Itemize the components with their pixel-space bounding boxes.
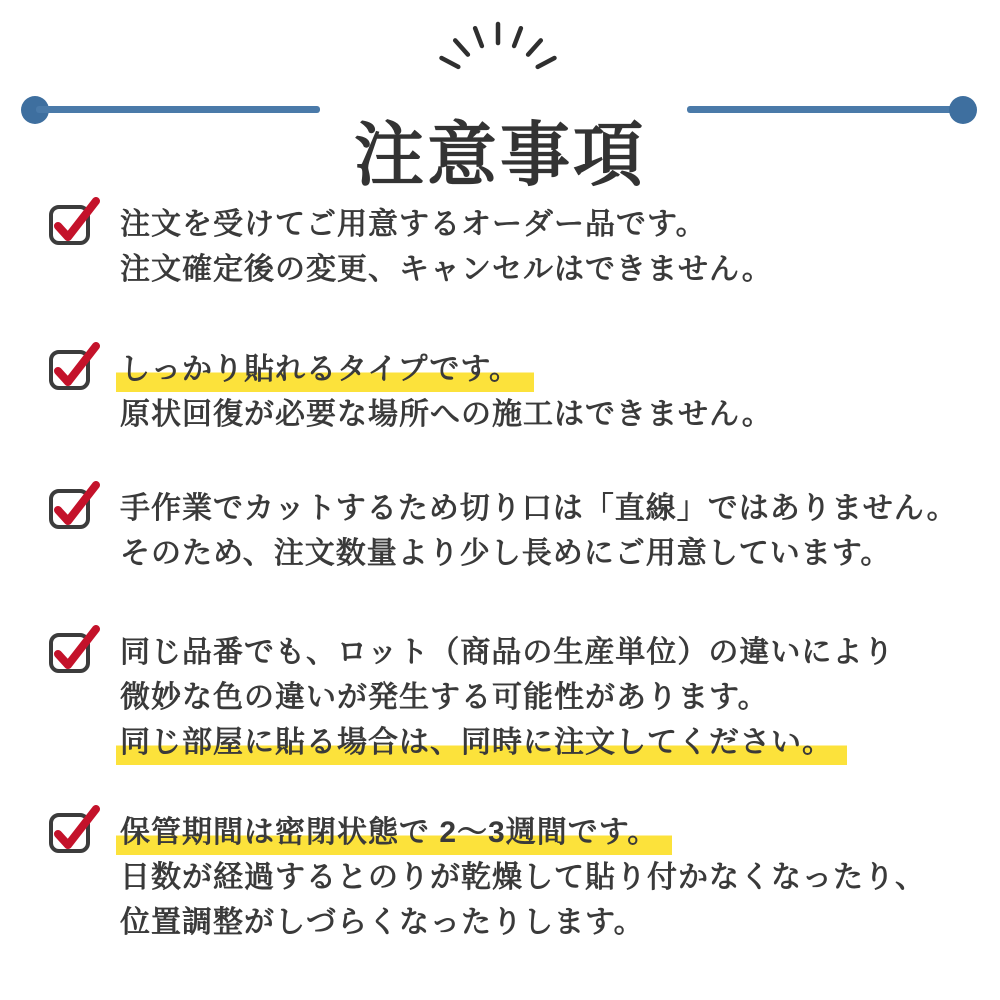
checkbox-checked-icon — [48, 342, 102, 392]
notice-item — [48, 810, 926, 945]
notice-item — [48, 630, 894, 765]
notice-line-highlighted: しっかり貼れるタイプです。 — [116, 353, 534, 392]
notice-line: 注文確定後の変更、キャンセルはできません。 — [120, 253, 773, 286]
notice-item — [48, 202, 773, 292]
page-title: 注意事項 — [354, 115, 646, 194]
checkbox-checked-icon — [48, 625, 102, 675]
notice-line-highlighted: 保管期間は密閉状態で 2～3週間です。 — [116, 816, 672, 855]
accent-line-left — [36, 106, 320, 113]
emphasis-rays-icon — [428, 0, 568, 76]
notice-text — [120, 202, 773, 292]
notice-item — [48, 347, 773, 437]
notice-text — [120, 486, 958, 576]
notice-line-highlighted: 同じ部屋に貼る場合は、同時に注文してください。 — [116, 726, 847, 765]
notice-line: 手作業でカットするため切り口は「直線」ではありません。 — [120, 492, 958, 525]
notice-line: 同じ品番でも、ロット（商品の生産単位）の違いにより — [120, 636, 895, 669]
notice-line: 位置調整がしづらくなったりします。 — [120, 906, 645, 939]
notice-line: そのため、注文数量より少し長めにご用意しています。 — [120, 537, 892, 570]
notice-line: 日数が経過するとのりが乾燥して貼り付かなくなったり、 — [120, 861, 926, 894]
notice-line: 微妙な色の違いが発生する可能性があります。 — [120, 681, 769, 714]
checkbox-checked-icon — [48, 197, 102, 247]
notice-item — [48, 486, 958, 576]
notice-text — [120, 347, 773, 437]
checkbox-checked-icon — [48, 805, 102, 855]
notice-text — [120, 810, 926, 945]
notice-line: 原状回復が必要な場所への施工はできません。 — [120, 398, 773, 431]
notice-text — [120, 630, 894, 765]
accent-dot-right — [949, 96, 977, 124]
notice-line: 注文を受けてご用意するオーダー品です。 — [120, 208, 707, 241]
checkbox-checked-icon — [48, 481, 102, 531]
accent-line-right — [687, 106, 963, 113]
